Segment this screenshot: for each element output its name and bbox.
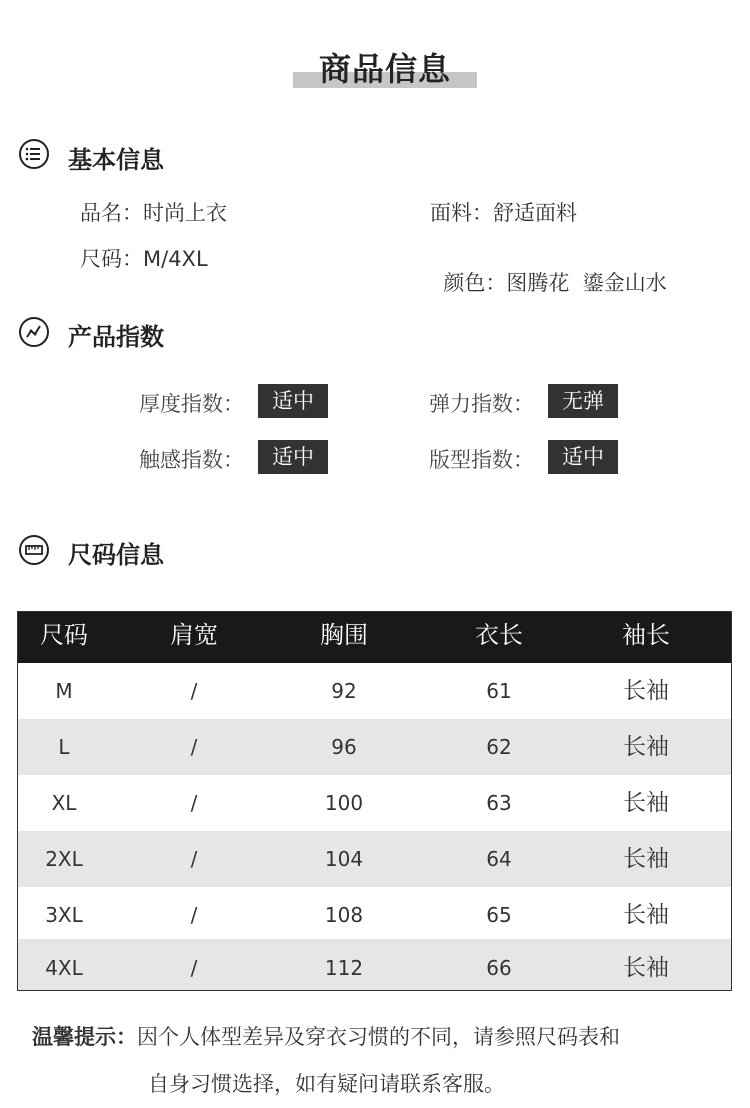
- basic-name: [80, 197, 227, 227]
- cell-length: 63: [486, 791, 512, 815]
- cell-chest: 112: [324, 956, 364, 980]
- tip-text-2: 自身习惯选择，如有疑问请联系客服。: [148, 1072, 505, 1096]
- cell-shoulder: /: [190, 903, 198, 927]
- basic-size: [80, 243, 208, 273]
- header-chest: 胸围: [320, 621, 368, 649]
- fit-badge: 适中: [548, 440, 618, 474]
- section-title-index: 产品指数: [68, 323, 164, 351]
- cell-sleeve: 长袖: [623, 790, 669, 816]
- cell-shoulder: /: [190, 956, 198, 980]
- table-header: [18, 612, 731, 663]
- section-title-basic: 基本信息: [68, 146, 164, 174]
- cell-size: 4XL: [45, 956, 83, 980]
- fabric-value: 舒适面料: [493, 201, 577, 225]
- tip-label: 温馨提示：: [32, 1025, 137, 1049]
- cell-sleeve: 长袖: [623, 734, 669, 760]
- color-value: 图腾花 鎏金山水: [506, 271, 667, 295]
- cell-sleeve: 长袖: [623, 955, 669, 981]
- cell-length: 61: [486, 679, 512, 703]
- table-row: [18, 663, 731, 719]
- cell-chest: 92: [331, 679, 357, 703]
- list-icon: [19, 139, 49, 169]
- page-title: 商品信息: [318, 50, 451, 88]
- cell-shoulder: /: [190, 791, 198, 815]
- elasticity-label: 弹力指数：: [429, 392, 534, 416]
- tip-text-1: 因个人体型差异及穿衣习惯的不同，请参照尺码表和: [137, 1025, 620, 1049]
- cell-shoulder: /: [190, 735, 198, 759]
- size-value: M/4XL: [143, 247, 208, 271]
- tip-line-1: [32, 1021, 620, 1051]
- tip-line-2: [148, 1068, 505, 1098]
- cell-sleeve: 长袖: [623, 846, 669, 872]
- cell-length: 62: [486, 735, 512, 759]
- cell-chest: 96: [331, 735, 357, 759]
- thickness-badge: 适中: [258, 384, 328, 418]
- fabric-label: 面料：: [430, 201, 493, 225]
- header-length: 衣长: [475, 621, 523, 649]
- cell-size: 2XL: [45, 847, 83, 871]
- cell-size: L: [58, 735, 70, 759]
- header-shoulder: 肩宽: [170, 621, 218, 649]
- table-row: [18, 719, 731, 775]
- name-label: 品名：: [80, 201, 143, 225]
- cell-sleeve: 长袖: [623, 678, 669, 704]
- name-value: 时尚上衣: [143, 201, 227, 225]
- table-row: [18, 831, 731, 887]
- basic-color: [430, 243, 667, 297]
- table-row: [18, 939, 731, 990]
- elasticity-badge: 无弹: [548, 384, 618, 418]
- touch-label: 触感指数：: [139, 448, 244, 472]
- cell-length: 66: [486, 956, 512, 980]
- chart-icon: [19, 317, 49, 347]
- table-row: [18, 887, 731, 943]
- cell-sleeve: 长袖: [623, 902, 669, 928]
- header-sleeve: 袖长: [622, 621, 670, 649]
- cell-shoulder: /: [190, 847, 198, 871]
- ruler-icon: [19, 535, 49, 565]
- section-title-size: 尺码信息: [68, 541, 164, 569]
- basic-fabric: [430, 197, 577, 227]
- cell-chest: 104: [324, 847, 364, 871]
- cell-chest: 108: [324, 903, 364, 927]
- size-label: 尺码：: [80, 247, 143, 271]
- cell-length: 64: [486, 847, 512, 871]
- touch-badge: 适中: [258, 440, 328, 474]
- cell-size: M: [55, 679, 73, 703]
- table-row: [18, 775, 731, 831]
- color-label: 颜色：: [443, 271, 507, 295]
- cell-size: XL: [51, 791, 77, 815]
- cell-length: 65: [486, 903, 512, 927]
- fit-label: 版型指数：: [429, 448, 534, 472]
- cell-shoulder: /: [190, 679, 198, 703]
- thickness-label: 厚度指数：: [139, 392, 244, 416]
- size-table: [17, 611, 732, 991]
- cell-size: 3XL: [45, 903, 83, 927]
- cell-chest: 100: [324, 791, 364, 815]
- header-size: 尺码: [40, 621, 88, 649]
